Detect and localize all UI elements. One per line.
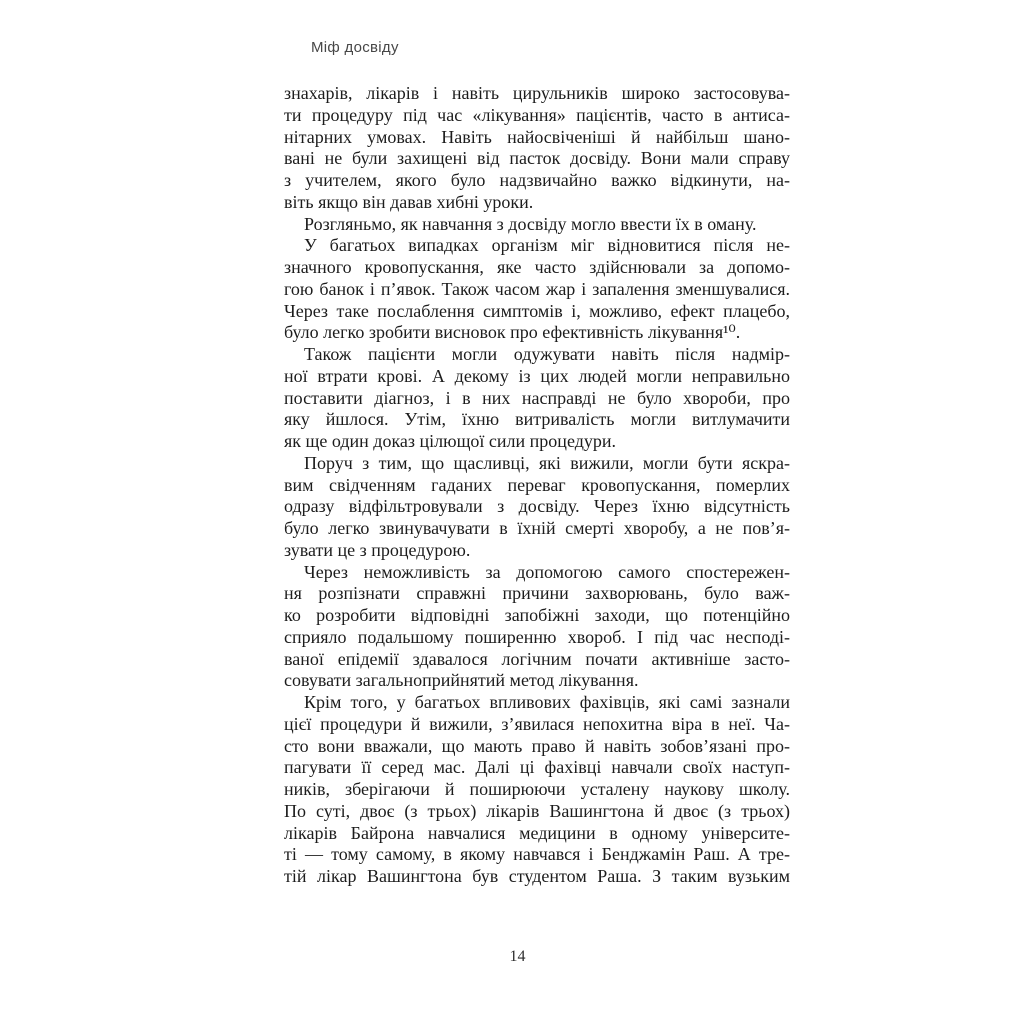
- text-line: одразу відфільтровували з досвіду. Через їхню відсутність: [284, 496, 790, 517]
- text-line: Поруч з тим, що щасливці, які вижили, могли бути яскра-: [304, 452, 790, 473]
- text-line: По суті, двоє (з трьох) лікарів Вашингтона й двоє (з трьох): [284, 800, 790, 821]
- text-line: Розгляньмо, як навчання з досвіду могло ввести їх в оману.: [304, 213, 757, 234]
- text-line: сприяло подальшому поширенню хвороб. І під час несподі-: [284, 626, 790, 647]
- text-line: ної втрати крові. А декому із цих людей могли неправильно: [284, 365, 790, 386]
- text-line: значного кровопускання, яке часто здійснювали за допомо-: [284, 257, 790, 277]
- paragraph: [284, 562, 790, 693]
- text-line: знахарів, лікарів і навіть цирульників широко застосовува-: [284, 83, 790, 103]
- text-line: ня розпізнати справжні причини захворювань, було важ-: [284, 583, 790, 604]
- text-line: лікарів Байрона навчалися медицини в одному університе-: [284, 822, 790, 843]
- text-line: було легко зробити висновок про ефективність лікування¹⁰.: [284, 322, 741, 343]
- text-line: ко розробити відповідні запобіжні заходи, що потенційно: [284, 605, 790, 625]
- paragraph: [284, 83, 790, 214]
- text-line: У багатьох випадках організм міг відновитися після не-: [304, 235, 790, 256]
- paragraph: [284, 214, 790, 236]
- running-header: Міф досвіду: [311, 39, 399, 56]
- page-number: 14: [509, 948, 526, 965]
- text-line: совувати загальноприйнятий метод лікування.: [284, 670, 639, 691]
- paragraph: [284, 692, 790, 888]
- text-line: поставити діагноз, і в них насправді не було хвороби, про: [284, 387, 790, 408]
- text-line: тій лікар Вашингтона був студентом Раша. З таким вузьким: [284, 866, 790, 886]
- text-line: цієї процедури й вижили, з’явилася непохитна віра в неї. Ча-: [284, 713, 790, 734]
- text-line: вим свідченням гаданих переваг кровопускання, померлих: [284, 474, 790, 495]
- text-line: ваної епідемії здавалося логічним почати активніше засто-: [284, 648, 790, 669]
- text-line: ті — тому самому, в якому навчався і Бенджамін Раш. А тре-: [284, 844, 790, 865]
- text-line: Через неможливість за допомогою самого спостережен-: [304, 561, 790, 582]
- text-line: з учителем, якого було надзвичайно важко відкинути, на-: [284, 170, 790, 190]
- text-line: віть якщо він давав хибні уроки.: [284, 191, 534, 212]
- text-line: Крім того, у багатьох впливових фахівців, які самі зазнали: [304, 692, 790, 712]
- text-line: ників, зберігаючи й поширюючи усталену наукову школу.: [284, 779, 790, 799]
- paragraph: [284, 235, 790, 344]
- text-line: Також пацієнти могли одужувати навіть після надмір-: [304, 344, 790, 364]
- text-line: нітарних умовах. Навіть найосвіченіші й найбільш шано-: [284, 126, 790, 147]
- text-line: ти процедуру під час «лікування» пацієнтів, часто в антиса-: [284, 104, 790, 125]
- text-line: Через таке послаблення симптомів і, можливо, ефект плацебо,: [284, 300, 790, 321]
- text-line: гою банок і п’явок. Також часом жар і запалення зменшувалися.: [284, 278, 790, 299]
- paragraph: [284, 453, 790, 562]
- text-line: вані не були захищені від пасток досвіду. Вони мали справу: [284, 148, 790, 169]
- text-line: яку йшлося. Утім, їхню витривалість могли витлумачити: [284, 409, 790, 430]
- body-text: [284, 83, 790, 888]
- text-line: було легко звинувачувати в їхній смерті хворобу, а не пов’я-: [284, 518, 790, 538]
- text-line: як ще один доказ цілющої сили процедури.: [284, 431, 616, 451]
- text-line: зувати це з процедурою.: [284, 539, 471, 560]
- text-line: пагувати її серед мас. Далі ці фахівці навчали своїх наступ-: [284, 757, 790, 778]
- paragraph: [284, 344, 790, 453]
- text-line: сто вони вважали, що мають право й навіть зобов’язані про-: [284, 735, 790, 756]
